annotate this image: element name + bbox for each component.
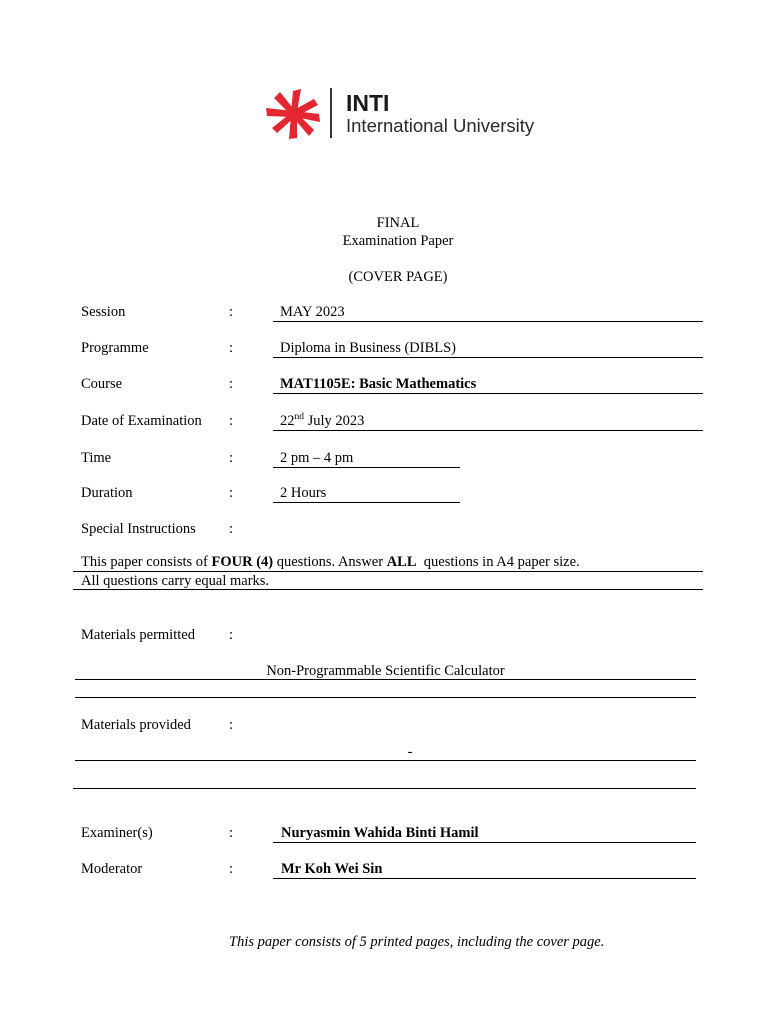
instructions-question-count: FOUR (4)	[211, 554, 274, 570]
duration-label: Duration	[81, 485, 133, 501]
examiner-underline	[273, 842, 696, 843]
instructions-all: ALL	[386, 554, 417, 570]
moderator-underline	[273, 878, 696, 879]
session-underline	[273, 321, 703, 322]
materials-permitted-value: Non-Programmable Scientific Calculator	[266, 663, 505, 679]
date-label: Date of Examination	[81, 413, 202, 429]
course-underline	[273, 393, 703, 394]
duration-value: 2 Hours	[280, 485, 327, 501]
time-label: Time	[81, 450, 112, 466]
examiner-colon: :	[229, 825, 234, 841]
date-ordinal-suffix: nd	[294, 412, 304, 423]
time-value: 2 pm – 4 pm	[280, 450, 354, 466]
logo-divider	[330, 88, 332, 138]
time-colon: :	[229, 450, 234, 466]
moderator-value: Mr Koh Wei Sin	[281, 861, 383, 877]
course-colon: :	[229, 376, 234, 392]
logo-text-university: International University	[346, 115, 535, 136]
programme-label: Programme	[81, 340, 149, 356]
moderator-colon: :	[229, 861, 234, 877]
logo-text-inti: INTI	[346, 90, 390, 116]
time-underline	[273, 467, 460, 468]
university-logo	[262, 86, 542, 142]
duration-colon: :	[229, 485, 234, 501]
duration-underline	[273, 502, 460, 503]
date-value	[280, 412, 364, 430]
materials-permitted-underline-2	[75, 697, 696, 698]
instructions-text-2: questions. Answer	[273, 554, 387, 570]
date-underline	[273, 430, 703, 431]
instructions-line-1	[81, 553, 580, 571]
session-colon: :	[229, 304, 234, 320]
instructions-line-2: All questions carry equal marks.	[81, 573, 270, 589]
instructions-underline-2	[73, 589, 703, 590]
moderator-label: Moderator	[81, 861, 143, 877]
date-colon: :	[229, 413, 234, 429]
special-instructions-label: Special Instructions	[81, 521, 196, 537]
heading-final: FINAL	[376, 215, 420, 231]
materials-provided-label: Materials provided	[81, 717, 191, 733]
examiner-label: Examiner(s)	[81, 825, 153, 841]
heading-examination-paper: Examination Paper	[342, 233, 454, 249]
programme-colon: :	[229, 340, 234, 356]
materials-provided-underline-1	[75, 760, 696, 761]
materials-permitted-label: Materials permitted	[81, 627, 195, 643]
inti-star-logo-icon	[262, 88, 326, 140]
heading-cover-page: (COVER PAGE)	[348, 269, 448, 285]
special-instructions-colon: :	[229, 521, 234, 537]
materials-provided-value: -	[407, 744, 413, 760]
materials-permitted-colon: :	[229, 627, 234, 643]
programme-value: Diploma in Business (DIBLS)	[280, 340, 457, 356]
course-label: Course	[81, 376, 123, 392]
instructions-text-1: This paper consists of	[81, 554, 212, 570]
date-month-year: July 2023	[304, 413, 365, 429]
course-value: MAT1105E: Basic Mathematics	[280, 376, 477, 392]
materials-provided-colon: :	[229, 717, 234, 733]
date-day: 22	[280, 413, 295, 429]
session-label: Session	[81, 304, 126, 320]
programme-underline	[273, 357, 703, 358]
instructions-text-3: questions in A4 paper size.	[416, 554, 580, 570]
materials-permitted-underline-1	[75, 679, 696, 680]
examiner-value: Nuryasmin Wahida Binti Hamil	[281, 825, 479, 841]
footer-page-count: This paper consists of 5 printed pages, including the cover page.	[229, 934, 605, 950]
session-value: MAY 2023	[280, 304, 345, 320]
materials-provided-underline-2	[73, 788, 696, 789]
